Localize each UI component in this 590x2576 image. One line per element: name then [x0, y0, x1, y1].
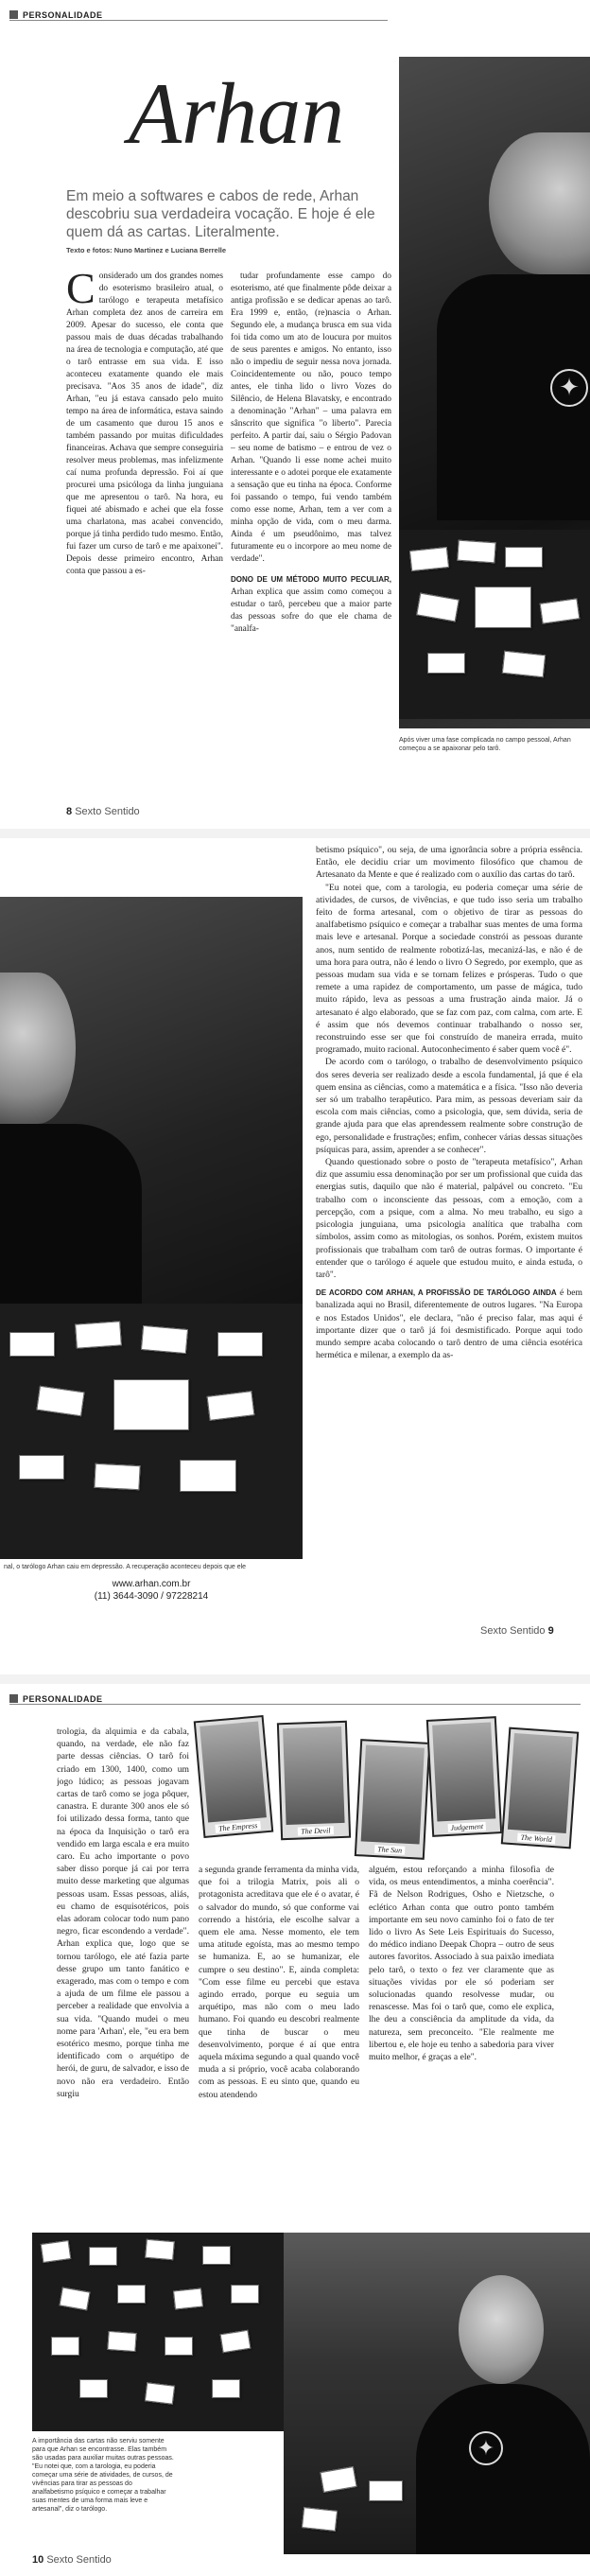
page-2-text-5: é bem banalizada aqui no Brasil, diferentemente de outros lugares. "Na Europa e nos Estados Unidos", ele declara, "não é preciso falar, mas aqui é importante dizer que o tarô já foi desmistificado. Porque aqui todo mundo sempre acaba colocando o tarô dentro de uma ciência esotérica hermética e milenar, a exemplo da as- — [316, 1288, 582, 1361]
tarot-card-judgement: Judgement — [426, 1716, 502, 1837]
magazine-name: Sexto Sentido — [75, 806, 140, 817]
arhan-portrait-photo — [399, 57, 590, 728]
tarot-spread-on-table — [399, 530, 590, 719]
magazine-name: Sexto Sentido — [480, 1625, 546, 1637]
section-header — [9, 9, 388, 21]
reading-head — [459, 2275, 544, 2384]
pentagram-emblem: ✦ — [469, 2431, 503, 2465]
page-number: 9 — [547, 1625, 554, 1637]
article-title: Arhan — [128, 65, 345, 162]
article-subtitle: Em meio a softwares e cabos de rede, Arhan descobriu sua verdadeira vocação. E hoje é ele quem dá as cartas. Literalmente. — [66, 188, 375, 240]
page-3-column-1-text: trologia, da alquimia e da cabala, quando, na verdade, ele não faz parte dessas ciências. O tarô foi criado em 1300, 1400, como um jogo lúdico; as pessoas jogavam cartas de tarô como se joga pôquer, canastra. E durante 300 anos ele só foi utilizado dessa forma, tanto que na época da Inquisição o tarô era vendido em larga escala e era muito caro. Eu acho importante o povo saber disso porque já cai por terra muito desse marketing que algumas pessoas usam. Essas pessoas, aliás, eu chamo de esquisotéricos, pois elas adoram colocar todo num pano negro, ficar escondendo a verdade". Arhan explica que, logo que se tornou tarólogo, ele até fazia parte desse grupo um tanto fanático e exagerado, mas com o tempo e com a ajuda de um filme ele passou a perceber a realidade que envolvia a sua vida. "Quando mudei o meu nome para 'Arhan', ele, "eu era bem esotérico mesmo, porque tinha me identificado com o arquétipo de herói, de guru, de salvador, e isso de novo não era verdadeiro. Então surgiu — [57, 1726, 189, 2099]
section-label: PERSONALIDADE — [23, 9, 103, 20]
page-3-caption: A importância das cartas não serviu somente para que Arhan se encontrasse. Elas também são usadas para auxiliar muitas outras pessoas. "Eu notei que, com a tarologia, eu poderia começar uma série de atividades, de cursos, de vivências para tirar as pessoas do analfabetismo psíquico e começar a trabalhar suas mentes de uma forma mais leve e artesanal", diz o tarólogo. — [32, 2438, 174, 2513]
portrait-head — [489, 132, 590, 274]
page-2-caption: nal, o tarólogo Arhan caiu em depressão. A recuperação aconteceu depois que ele — [4, 1564, 247, 1570]
tarot-card-empress: The Empress — [194, 1715, 274, 1838]
tarot-card-world: The World — [501, 1727, 579, 1849]
drop-cap: C — [66, 271, 95, 312]
arhan-reading-photo — [284, 2233, 590, 2554]
article-credits: Texto e fotos: Nuno Martinez e Luciana Berrelle — [66, 246, 227, 254]
section-header — [9, 1693, 581, 1705]
page-number-10 — [32, 2554, 112, 2566]
reading-shirt — [416, 2384, 590, 2554]
column-1 — [66, 271, 223, 800]
page-3-column-3 — [369, 1864, 554, 2223]
page-separator — [0, 829, 590, 838]
page-3-column-1 — [57, 1726, 189, 2222]
page-3-column-2 — [199, 1864, 359, 2223]
page-2-text-4: Quando questionado sobre o posto de "terapeuta metafísico", Arhan diz que assumiu essa denominação por ser um profissional que cuida das energias sutis, daquilo que não é material, palpável ou concreto. "Eu trabalho com o inconsciente das pessoas, com a emoção, com a percepção, com a psique, com a alma. No meu trabalho, eu sigo a psicologia junguiana, uma psicologia analítica que trabalha com símbolos, assim como as mitologias, os sonhos. Porém, existem muitos profissionais que trabalham com tarô de outras formas. O importante é entender que o tarólogo é aquele que estudou muito, e ainda estuda, o tarô". — [316, 1157, 582, 1280]
page-number: 10 — [32, 2554, 44, 2566]
page-3-column-3-text: alguém, estou reforçando a minha filosofia de vida, os meus entendimentos, a minha coerência". Fã de Nelson Rodrigues, Osho e Nietzsche, o eclético Arhan conta que outro ponto também importante em seu novo caminho foi o fato de ter lido o livro As Sete Leis Espirituais do Sucesso, do médico indiano Deepak Chopra – outro de seus autores favoritos. Associado à sua paixão imediata pelo tarô, o texto o fez ver claramente que as situações vividas por ele só poderiam ser solucionadas quando resolvesse mudar, ou renascesse. Mas foi o tarô que, como ele explica, lhe deu a consciência da amplitude da vida, da natureza, sem preconceito. "Ele realmente me libertou e, ele hoje eu tenho a sabedoria para viver muito melhor, é graças a ele". — [369, 1865, 554, 2063]
page-number-8 — [66, 806, 140, 817]
contact-block — [0, 1578, 303, 1603]
page-2-text-2: "Eu notei que, com a tarologia, eu poderia começar uma série de atividades, de cursos, de vivências, e que tudo isso seria um trabalho feito de forma artesanal, com o objetivo de tirar as pessoas do analfabetismo psíquico e começar a trabalhar suas mentes de uma forma mais leve e artesanal. Porque a sociedade constrói as pessoas durante anos, num sentido de realmente robotizá-las, mecanizá-las, e não é de uma hora para outra, não é lendo o livro O Segredo, por exemplo, que as pessoas mudam sua vida e se tornam felizes e prósperas. Tudo o que remete a uma rapidez de comportamento, um passe de mágica, tudo muito rápido, leva as pessoas a uma frustração ainda maior. Já o artesanato é algo elaborado, que se faz com paz, com calma, com arte. E é assim que nós devemos continuar trabalhando o nosso ser, reconstruindo esse ser que foi construído de maneira errada, muito programado, muito racional. Autoconhecimento é saber quem você é". — [316, 882, 582, 1056]
desk-head — [0, 973, 76, 1124]
section-label: PERSONALIDADE — [23, 1693, 103, 1704]
tarot-card-sun: The Sun — [355, 1739, 430, 1860]
page-2-column — [316, 844, 582, 1558]
column-2 — [231, 271, 391, 800]
column-2-head: DONO DE UM MÉTODO MUITO PECULIAR, — [231, 575, 391, 584]
photo-caption: Após viver uma fase complicada no campo pessoal, Arhan começou a se apaixonar pelo tarô. — [399, 737, 571, 752]
page-3 — [0, 1688, 590, 2576]
arhan-desk-photo — [0, 897, 303, 1559]
section-square-icon — [9, 10, 18, 19]
tarot-card-devil: The Devil — [277, 1721, 351, 1841]
column-2-tail: Arhan explica que assim como começou a estudar o tarô, percebeu que a maior parte das pessoas sofre do que ele chama de "analfa- — [231, 587, 391, 634]
page-number: 8 — [66, 806, 73, 817]
page-2-text-1: betismo psíquico", ou seja, de uma ignorância sobre a própria essência. Então, ele decidiu criar um movimento filosófico que chamou de Artesanato da Mente e que é realizado com o auxílio das cartas do tarô. — [316, 845, 582, 881]
column-1-text: onsiderado um dos grandes nomes do esoterismo brasileiro atual, o tarólogo e terapeuta metafísico Arhan completa dez anos de carreira em 2009. Apesar do sucesso, ele conta que passou mais de duas décadas trabalhando na área de tecnologia e computação, até que o tarô entrasse em sua vida. E isso aconteceu exatamente quando ele mais precisava. "Aos 35 anos de idade", diz Arhan, "eu já estava cansado pelo muito tempo na área de informática, estava saindo de um casamento que durou 15 anos e também passando por muitas dificuldades financeiras. Achava que sempre conseguiria resolver meus problemas, mas infelizmente caí numa profunda depressão. Foi aí que procurei uma psicóloga da linha junguiana que me apresentou o tarô. Na hora, eu fiquei até abismado e achei que ela fosse uma charlatona, mas acabei convencido, porque já tinha perdido tudo mesmo. Então, fui fazer um curso de tarô e me apaixonei". Depois desse primeiro encontro, Arhan conta que passou a es- — [66, 272, 223, 576]
website-link[interactable]: www.arhan.com.br — [112, 1579, 191, 1589]
pentagram-emblem: ✦ — [550, 369, 588, 407]
page-3-column-2-text: a segunda grande ferramenta da minha vida, que foi a trilogia Matrix, pois ali o protagonista acreditava que ele é o avatar, é o salvador do mundo, só que conforme vai correndo a história, ele escolhe salvar a quem ele ama. Nesse momento, ele tem uma atitude egoísta, mas ao mesmo tempo se humaniza. E, ao se humanizar, ele cumpre o seu destino". E, ainda completa: "Com esse filme eu percebi que estava agindo errado, porque eu seguia um arquétipo, mas não com o meu lado humano. Foi quando eu descobri realmente que tinha de buscar o meu desenvolvimento, porque é aí que entra aquela máxima segundo a qual quando você muda a si próprio, você acaba colaborando com as pessoas. E eu sinto que, quando eu estou atendendo — [199, 1865, 359, 2100]
page-1 — [0, 0, 590, 827]
page-number-9 — [480, 1625, 554, 1637]
page-separator — [0, 1674, 590, 1684]
page-2-text-3: De acordo com o tarólogo, o trabalho de desenvolvimento psíquico dos seres deveria ser realizado desde a escola fundamental, já que é ela quem ensina as ciências, como a matemática e a física. "Isso não deveria ser só um trabalho terapêutico. Para mim, as pessoas deveriam sair da escola com mais ciências, como a psicologia, que, sem dúvida, seria de grande ajuda para que elas aprendessem realmente sobre construção de ego, personalidade e frustrações; enfim, conhecer várias dessas situações psíquicas para, assim, aprender a se conhecer". — [316, 1057, 582, 1155]
desk-shirt — [0, 1124, 142, 1332]
page-2-head: DE ACORDO COM ARHAN, A PROFISSÃO DE TARÓLOGO AINDA — [316, 1288, 557, 1298]
phone-number: (11) 3644-3090 / 97228214 — [94, 1591, 209, 1602]
page-2 — [0, 840, 590, 1673]
tarot-spread-photo — [32, 2233, 286, 2431]
column-2-text: tudar profundamente esse campo do esoterismo, até que finalmente pôde deixar a antiga profissão e se dedicar apenas ao tarô. Era 1999 e, então, (re)nascia o Arhan. Segundo ele, a mudança brusca em sua vida foi tida como um ato de loucura por muitos de seus parentes e amigos. No entanto, isso não o impediu de seguir nessa nova jornada. Coincidentemente ou não, pouco tempo antes, ele tinha lido o livro Vozes do Silêncio, de Helena Blavatsky, e encontrado a denominação "Arhan" – uma palavra em sânscrito que significa "o liberto". Parecia perfeito. A partir daí, saiu o Sérgio Padovan – seu nome de batismo – e entrou de vez o Arhan. "Quando li esse nome achei muito interessante e o adotei porque ele exatamente a sensação que eu tinha na época. Conforme foi passando o tempo, fui vendo também como esse nome, Arhan, tem a ver com a minha opção de vida, com o meu darma. Ainda é um pseudônimo, mas talvez futuramente eu o incorpore ao meu nome de verdade". — [231, 272, 391, 564]
section-square-icon — [9, 1694, 18, 1703]
desk-table — [0, 1304, 303, 1559]
magazine-name: Sexto Sentido — [46, 2554, 112, 2566]
